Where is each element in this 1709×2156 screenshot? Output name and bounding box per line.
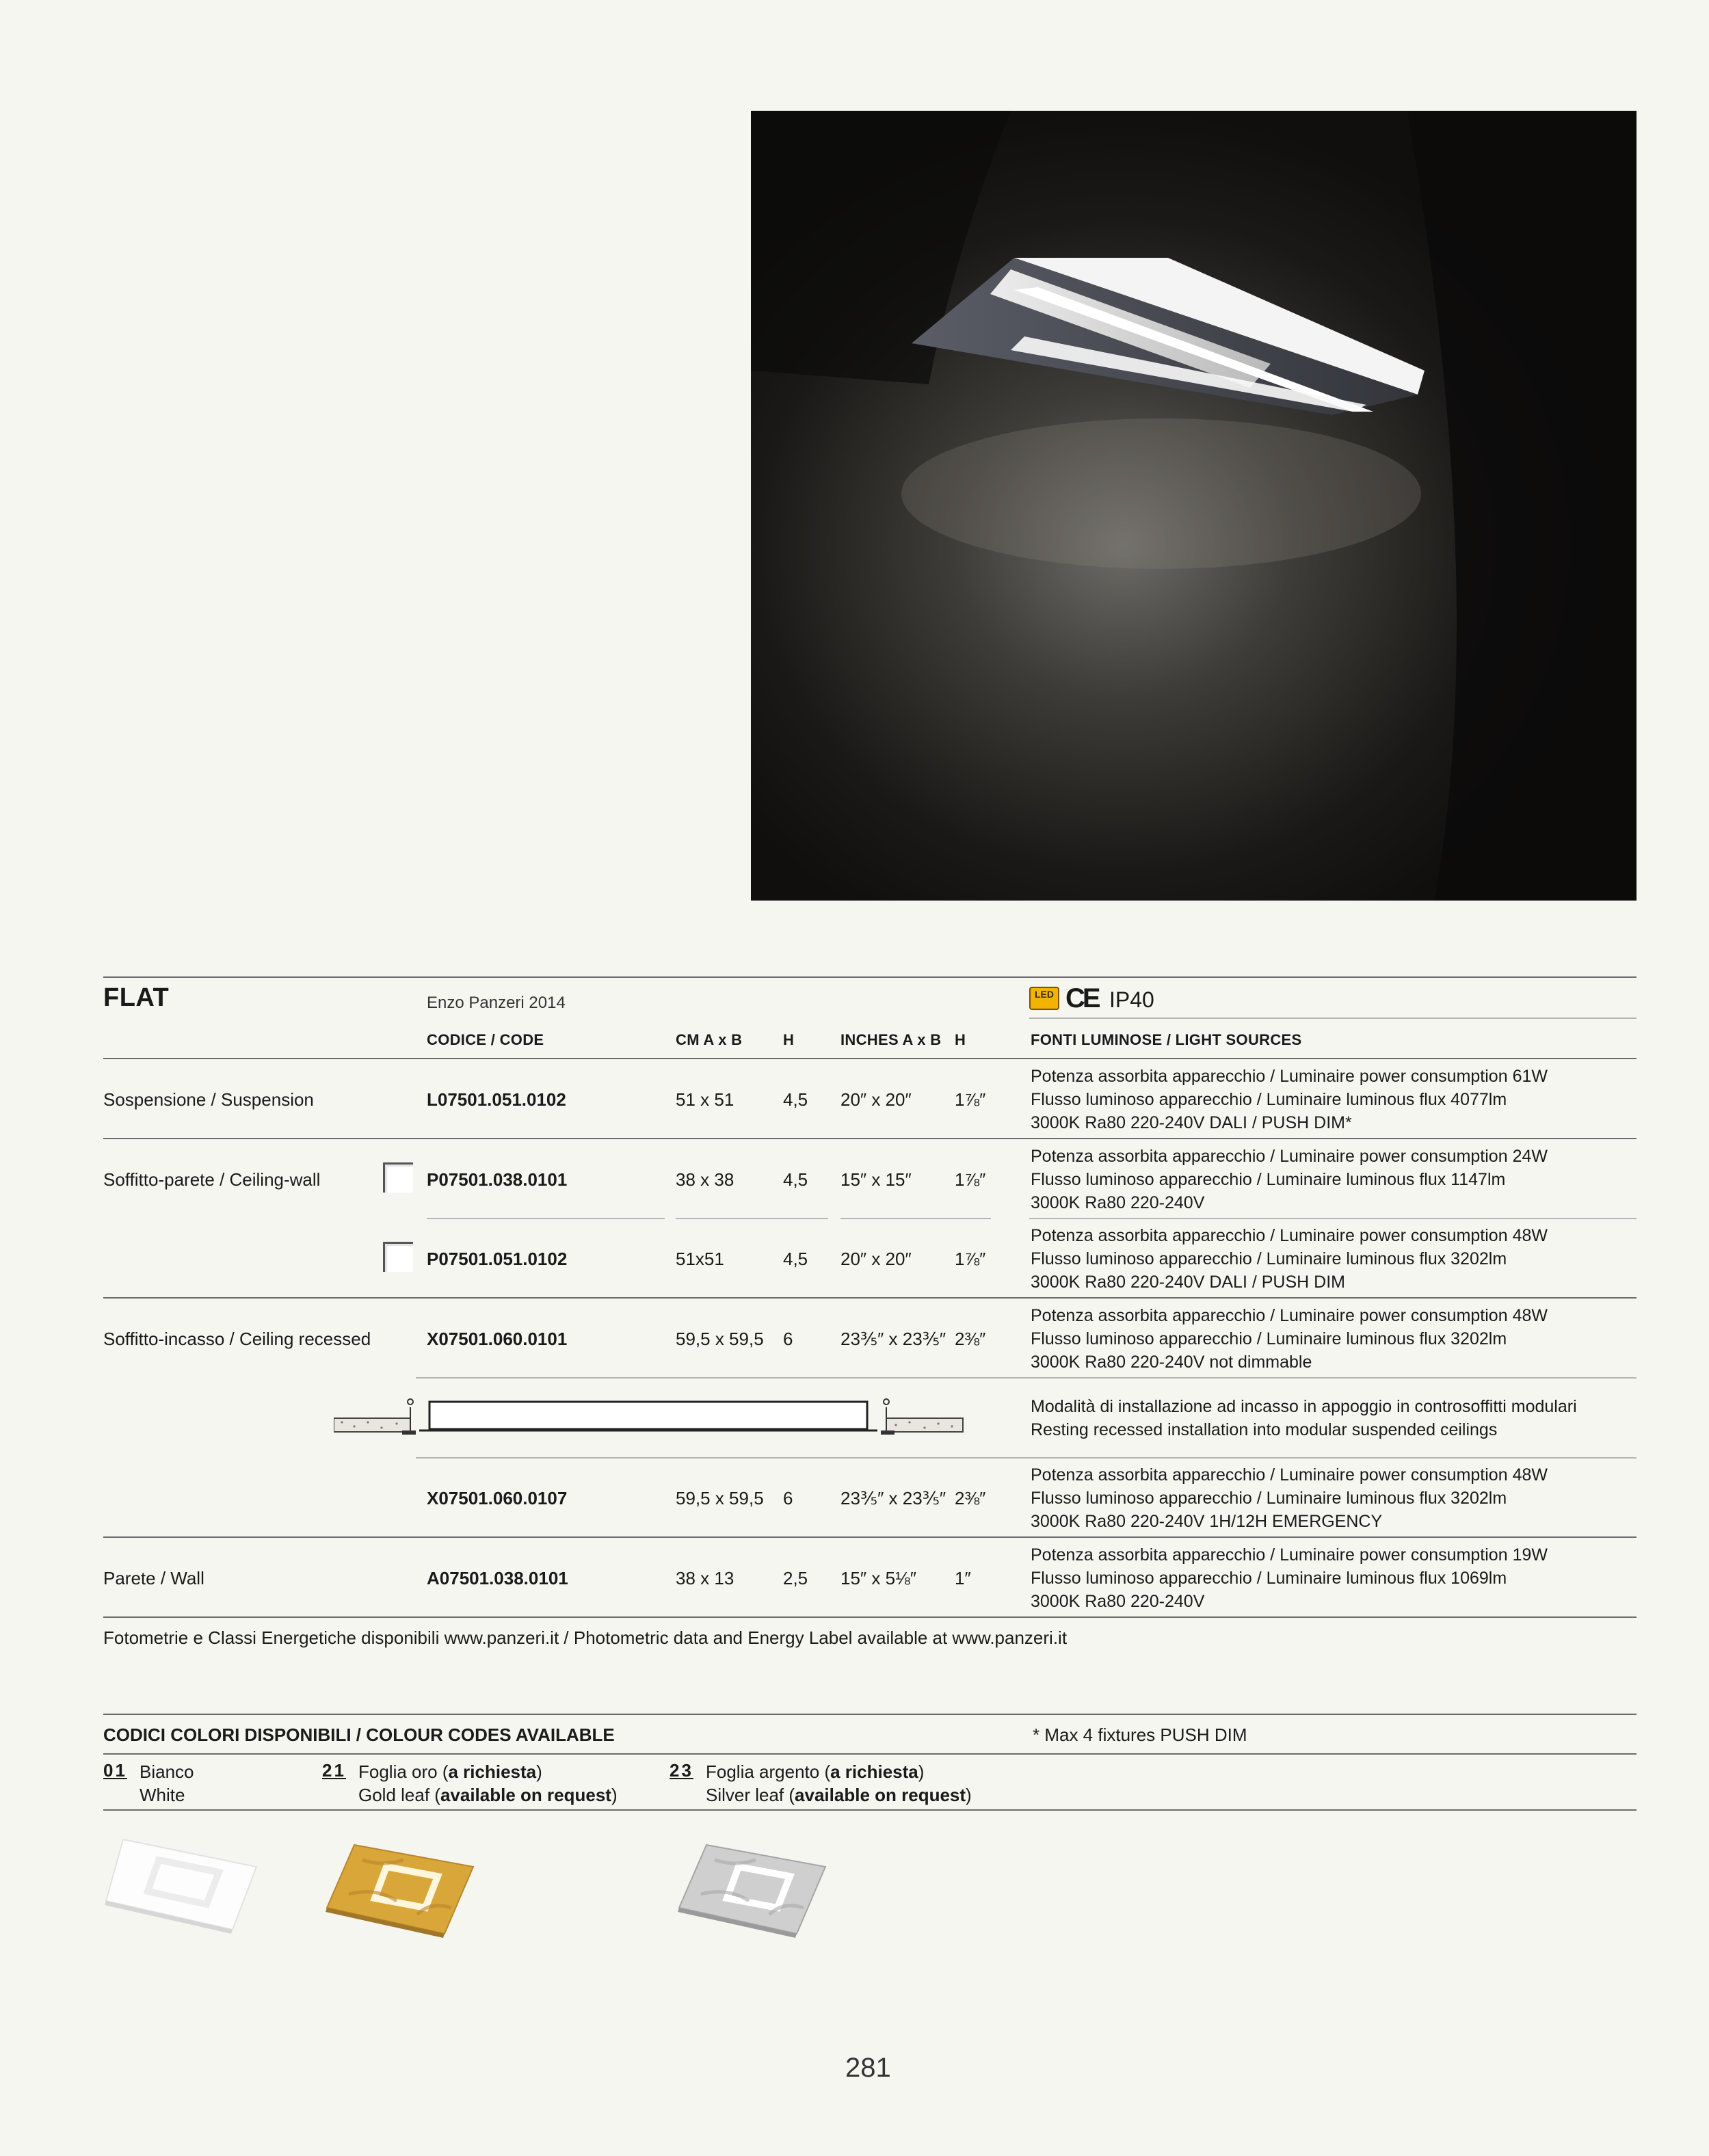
- wall-lamp-illustration: [751, 111, 1637, 901]
- row-inches: 20″ x 20″: [840, 1249, 912, 1269]
- row-h-in: 2⅜″: [955, 1488, 986, 1508]
- row-code: P07501.038.0101: [427, 1169, 568, 1190]
- rule: [427, 1218, 665, 1219]
- row-code: A07501.038.0101: [427, 1568, 568, 1588]
- header-h-cm: H: [783, 1031, 795, 1048]
- row-cm: 51 x 51: [676, 1089, 734, 1110]
- swatch-silver-image: [674, 1839, 831, 1939]
- row-cm: 38 x 38: [676, 1169, 734, 1190]
- ceiling-mount-icon: [383, 1242, 413, 1272]
- colour-code: 01: [103, 1760, 127, 1781]
- product-photo: [751, 111, 1637, 901]
- row-inches: 20″ x 20″: [840, 1089, 912, 1110]
- rule: [103, 1536, 1637, 1538]
- row-h-in: 1⅞″: [955, 1249, 986, 1269]
- rule: [103, 1714, 1637, 1715]
- row-inches: 15″ x 5⅛″: [840, 1568, 916, 1588]
- led-icon: LED: [1029, 987, 1059, 1010]
- ce-mark-icon: CE: [1065, 983, 1098, 1013]
- row-h-in: 1″: [955, 1568, 971, 1588]
- row-code: X07501.060.0101: [427, 1329, 568, 1349]
- row-h-in: 1⅞″: [955, 1169, 986, 1190]
- recessed-installation-diagram: [334, 1395, 970, 1440]
- colour-label: Foglia argento (a richiesta) Silver leaf (available on request): [706, 1761, 972, 1805]
- row-cm: 59,5 x 59,5: [676, 1488, 764, 1508]
- rule: [103, 1809, 1637, 1811]
- rule: [103, 1058, 1637, 1059]
- row-h-cm: 2,5: [783, 1568, 808, 1588]
- install-note: Modalità di installazione ad incasso in appoggio in controsoffitti modulari Resting recessed installation into modular suspended ceilings: [1031, 1397, 1577, 1439]
- row-sources: Potenza assorbita apparecchio / Luminaire power consumption 48W Flusso luminoso apparecchio / Luminaire luminous flux 3202lm 3000K Ra80 220-240V not dimmable: [1031, 1306, 1548, 1372]
- page-number: 281: [845, 2053, 891, 2083]
- row-h-cm: 6: [783, 1329, 793, 1349]
- colour-codes-heading: CODICI COLORI DISPONIBILI / COLOUR CODES AVAILABLE: [103, 1725, 615, 1745]
- table-top-rule: [103, 976, 1637, 978]
- row-type: Soffitto-incasso / Ceiling recessed: [103, 1329, 371, 1349]
- colour-code: 23: [670, 1760, 693, 1781]
- header-code: CODICE / CODE: [427, 1031, 544, 1048]
- rule: [103, 1297, 1637, 1299]
- swatch-gold-image: [321, 1839, 479, 1939]
- row-code: P07501.051.0102: [427, 1249, 568, 1269]
- rule: [103, 1138, 1637, 1139]
- header-h-in: H: [955, 1031, 966, 1048]
- rule: [416, 1457, 1637, 1459]
- row-code: L07501.051.0102: [427, 1089, 566, 1110]
- row-inches: 15″ x 15″: [840, 1169, 912, 1190]
- header-cm: CM A x B: [676, 1031, 743, 1048]
- colour-code: 21: [322, 1760, 346, 1781]
- row-type: Soffitto-parete / Ceiling-wall: [103, 1169, 321, 1190]
- rule: [416, 1377, 1637, 1379]
- rule: [103, 1753, 1637, 1755]
- rule: [1029, 1017, 1637, 1019]
- row-inches: 23⅗″ x 23⅗″: [840, 1329, 946, 1349]
- designer: Enzo Panzeri 2014: [427, 994, 566, 1012]
- swatch-white-image: [103, 1833, 260, 1935]
- rule: [840, 1218, 991, 1219]
- row-sources: Potenza assorbita apparecchio / Luminaire power consumption 48W Flusso luminoso apparecchio / Luminaire luminous flux 3202lm 3000K Ra80 220-240V DALI / PUSH DIM: [1031, 1226, 1548, 1292]
- row-h-cm: 4,5: [783, 1249, 808, 1269]
- rule: [103, 1616, 1637, 1618]
- product-name: FLAT: [103, 983, 170, 1012]
- row-sources: Potenza assorbita apparecchio / Luminaire power consumption 24W Flusso luminoso apparecchio / Luminaire luminous flux 1147lm 3000K Ra80 220-240V: [1031, 1147, 1548, 1212]
- row-sources: Potenza assorbita apparecchio / Luminaire power consumption 19W Flusso luminoso apparecchio / Luminaire luminous flux 1069lm 3000K Ra80 220-240V: [1031, 1545, 1548, 1611]
- colour-label: Bianco White: [140, 1761, 194, 1805]
- row-cm: 59,5 x 59,5: [676, 1329, 764, 1349]
- row-h-in: 1⅞″: [955, 1089, 986, 1110]
- photometric-note: Fotometrie e Classi Energetiche disponibili www.panzeri.it / Photometric data and Energy Label available at www.panzeri.it: [103, 1627, 1068, 1648]
- row-type: Sospensione / Suspension: [103, 1089, 314, 1110]
- row-sources: Potenza assorbita apparecchio / Luminaire power consumption 61W Flusso luminoso apparecchio / Luminaire luminous flux 4077lm 3000K Ra80 220-240V DALI / PUSH DIM*: [1031, 1067, 1548, 1132]
- row-cm: 51x51: [676, 1249, 724, 1269]
- row-h-cm: 4,5: [783, 1089, 808, 1110]
- rule: [1029, 1218, 1637, 1219]
- row-cm: 38 x 13: [676, 1568, 734, 1588]
- row-h-cm: 6: [783, 1488, 793, 1508]
- header-inches: INCHES A x B: [840, 1031, 942, 1048]
- row-h-cm: 4,5: [783, 1169, 808, 1190]
- ceiling-mount-icon: [383, 1162, 413, 1193]
- row-sources: Potenza assorbita apparecchio / Luminaire power consumption 48W Flusso luminoso apparecchio / Luminaire luminous flux 3202lm 3000K Ra80 220-240V 1H/12H EMERGENCY: [1031, 1465, 1548, 1531]
- row-h-in: 2⅜″: [955, 1329, 986, 1349]
- header-sources: FONTI LUMINOSE / LIGHT SOURCES: [1031, 1031, 1302, 1048]
- row-type: Parete / Wall: [103, 1568, 204, 1588]
- row-code: X07501.060.0107: [427, 1488, 568, 1508]
- colour-label: Foglia oro (a richiesta) Gold leaf (available on request): [358, 1761, 618, 1805]
- rule: [676, 1218, 828, 1219]
- row-inches: 23⅗″ x 23⅗″: [840, 1488, 946, 1508]
- push-dim-note: * Max 4 fixtures PUSH DIM: [1033, 1725, 1247, 1745]
- ip-rating: IP40: [1109, 987, 1154, 1012]
